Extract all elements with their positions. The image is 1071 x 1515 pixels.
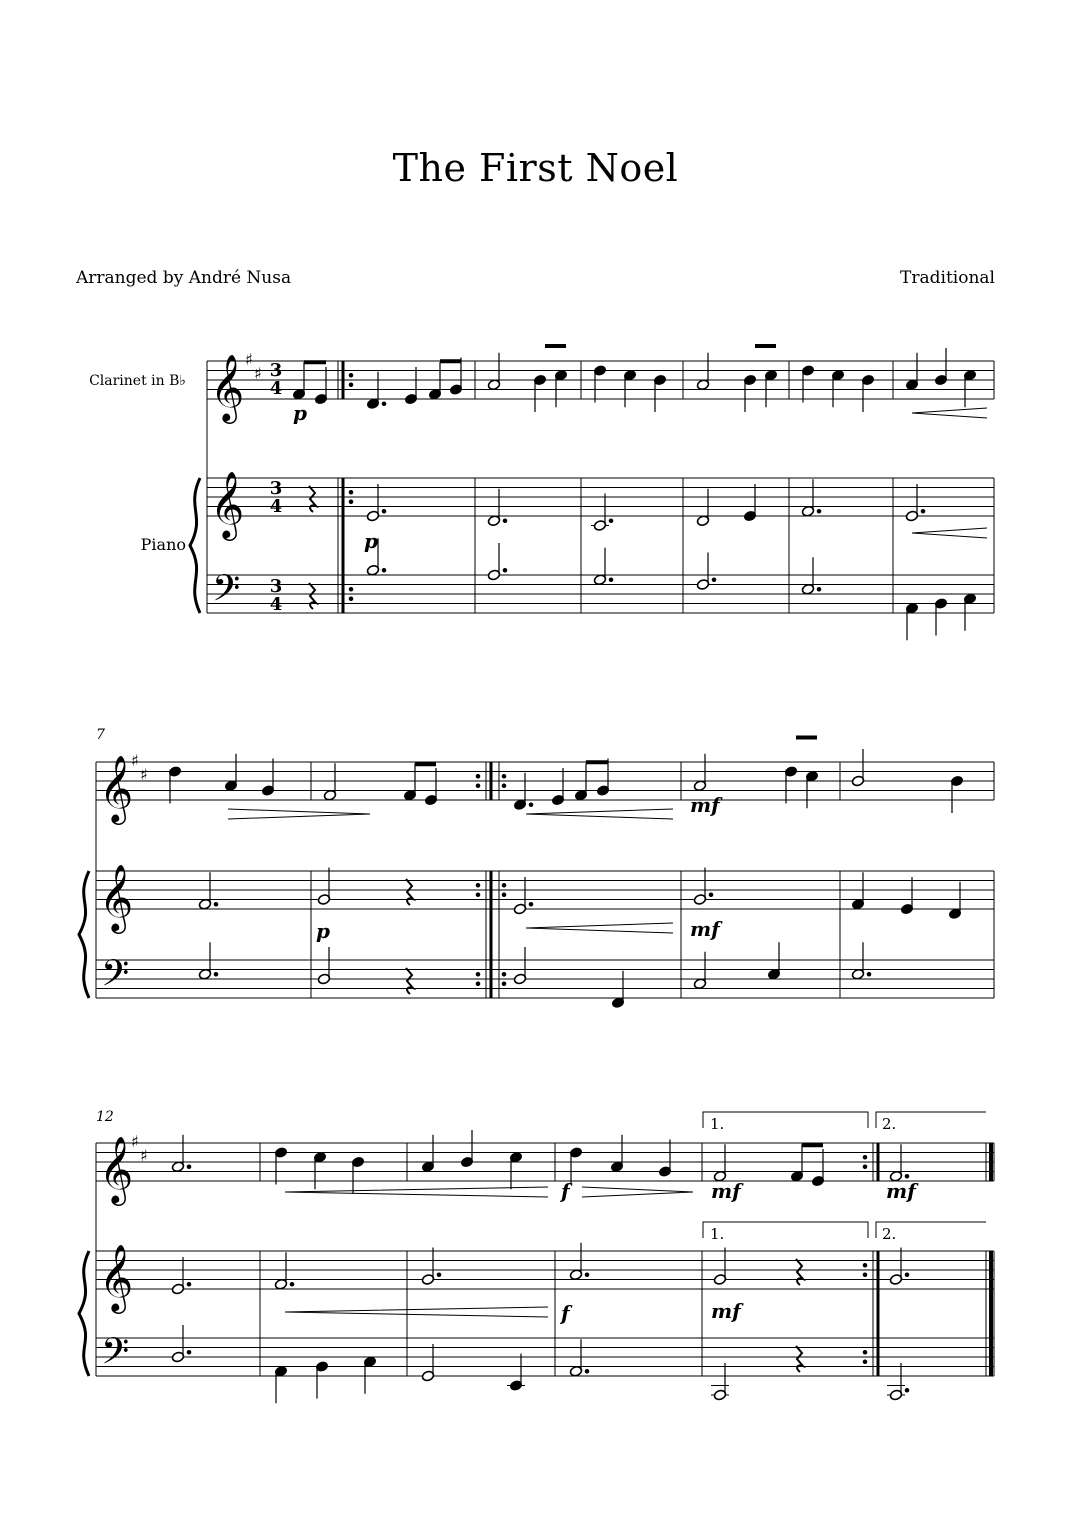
dynamic-marking: mf	[711, 1299, 741, 1323]
repeat-dot	[349, 373, 353, 377]
repeat-dot	[349, 587, 353, 591]
dot	[290, 1282, 294, 1286]
treble-clef: 𝄞	[210, 353, 245, 421]
dot	[187, 1282, 191, 1286]
svg-text:4: 4	[269, 594, 283, 615]
measure-number-12: 12	[96, 1109, 114, 1125]
dot	[187, 1350, 191, 1354]
crescendo-hairpin	[526, 923, 673, 933]
treble-clef: 𝄞	[99, 1243, 134, 1311]
sharp-sign: ♯	[140, 1146, 148, 1165]
dynamic-marking: mf	[690, 917, 720, 941]
dot	[905, 1174, 909, 1178]
sharp-sign: ♯	[254, 364, 262, 383]
dynamic-marking: p	[293, 401, 307, 425]
dynamic-marking: mf	[886, 1179, 916, 1203]
repeat-dot	[476, 883, 480, 887]
treble-clef: 𝄞	[99, 1135, 134, 1203]
bass-clef: 𝄢	[101, 1330, 130, 1382]
time-signature-piano-bass	[270, 576, 283, 615]
quarter-rest	[406, 879, 413, 905]
bass-clef: 𝄢	[212, 567, 241, 619]
dynamic-marking: p	[316, 919, 330, 943]
dot	[905, 1388, 909, 1392]
sharp-sign: ♯	[245, 350, 253, 369]
dot	[529, 902, 533, 906]
time-signature-piano-treble	[270, 478, 283, 517]
quarter-rest	[796, 1259, 803, 1285]
dot	[867, 972, 871, 976]
quarter-rest	[406, 968, 413, 994]
dot	[214, 972, 218, 976]
quarter-rest	[309, 583, 316, 609]
crescendo-hairpin	[526, 809, 673, 819]
grand-staff-brace	[190, 478, 200, 613]
svg-text:3: 3	[269, 478, 283, 499]
svg-text:4: 4	[269, 496, 283, 517]
clarinet-label: Clarinet in B♭	[89, 373, 186, 389]
dot	[214, 902, 218, 906]
arranger-credit: Arranged by André Nusa	[76, 268, 292, 288]
quarter-rest	[796, 1346, 803, 1372]
ending-1-label: 1.	[710, 1115, 725, 1133]
crescendo-hairpin	[912, 528, 987, 538]
ending-2-label: 2.	[882, 1115, 897, 1133]
repeat-dot	[502, 784, 506, 788]
crescendo-hairpin	[285, 1307, 548, 1317]
dot	[529, 803, 533, 807]
treble-clef: 𝄞	[210, 470, 245, 538]
grand-staff-brace	[79, 871, 89, 998]
repeat-dot	[863, 1263, 867, 1267]
svg-text:4: 4	[269, 378, 283, 399]
dot	[921, 509, 925, 513]
repeat-dot	[476, 982, 480, 986]
repeat-dot	[502, 883, 506, 887]
dot	[585, 1369, 589, 1373]
treble-clef: 𝄞	[99, 754, 134, 822]
dot	[382, 402, 386, 406]
dot	[187, 1165, 191, 1169]
sharp-sign: ♯	[140, 765, 148, 784]
svg-text:3: 3	[269, 576, 283, 597]
repeat-dot	[349, 500, 353, 504]
dot	[817, 587, 821, 591]
grand-staff-brace	[79, 1251, 89, 1376]
dot	[817, 509, 821, 513]
decrescendo-hairpin	[582, 1187, 693, 1197]
crescendo-hairpin	[285, 1187, 548, 1197]
ending-2-label: 2.	[882, 1225, 897, 1243]
sharp-sign: ♯	[131, 751, 139, 770]
dot	[382, 509, 386, 513]
volta-bracket	[703, 1112, 868, 1128]
dot	[905, 1273, 909, 1277]
repeat-dot	[476, 784, 480, 788]
repeat-dot	[863, 1155, 867, 1159]
quarter-rest	[309, 486, 316, 512]
volta-bracket	[703, 1222, 868, 1238]
dynamic-marking: mf	[690, 793, 720, 817]
piano-label: Piano	[140, 535, 186, 554]
decrescendo-hairpin	[228, 809, 370, 819]
ending-1-label: 1.	[710, 1225, 725, 1243]
repeat-dot	[863, 1165, 867, 1169]
measure-number-7: 7	[96, 727, 105, 743]
time-signature-clarinet	[270, 360, 283, 399]
score-title: The First Noel	[392, 146, 679, 190]
dynamic-marking: f	[561, 1301, 570, 1325]
repeat-dot	[863, 1350, 867, 1354]
repeat-dot	[863, 1273, 867, 1277]
dot	[382, 568, 386, 572]
sharp-sign: ♯	[131, 1132, 139, 1151]
repeat-dot	[476, 774, 480, 778]
dot	[437, 1273, 441, 1277]
dot	[609, 519, 613, 523]
crescendo-hairpin	[912, 408, 987, 418]
dot	[712, 578, 716, 582]
repeat-dot	[349, 597, 353, 601]
repeat-dot	[502, 774, 506, 778]
bass-clef: 𝄢	[101, 952, 130, 1004]
composer-credit: Traditional	[900, 268, 995, 288]
repeat-dot	[502, 893, 506, 897]
repeat-dot	[863, 1360, 867, 1364]
dynamic-marking: f	[561, 1179, 570, 1203]
dynamic-marking: p	[364, 529, 378, 553]
dot	[585, 1273, 589, 1277]
repeat-dot	[476, 972, 480, 976]
repeat-dot	[349, 490, 353, 494]
dot	[709, 893, 713, 897]
repeat-dot	[502, 982, 506, 986]
repeat-dot	[476, 893, 480, 897]
dot	[503, 519, 507, 523]
svg-text:3: 3	[269, 360, 283, 381]
repeat-dot	[502, 972, 506, 976]
treble-clef: 𝄞	[99, 863, 134, 931]
dynamic-marking: mf	[711, 1179, 741, 1203]
dot	[503, 568, 507, 572]
dot	[609, 578, 613, 582]
repeat-dot	[349, 383, 353, 387]
